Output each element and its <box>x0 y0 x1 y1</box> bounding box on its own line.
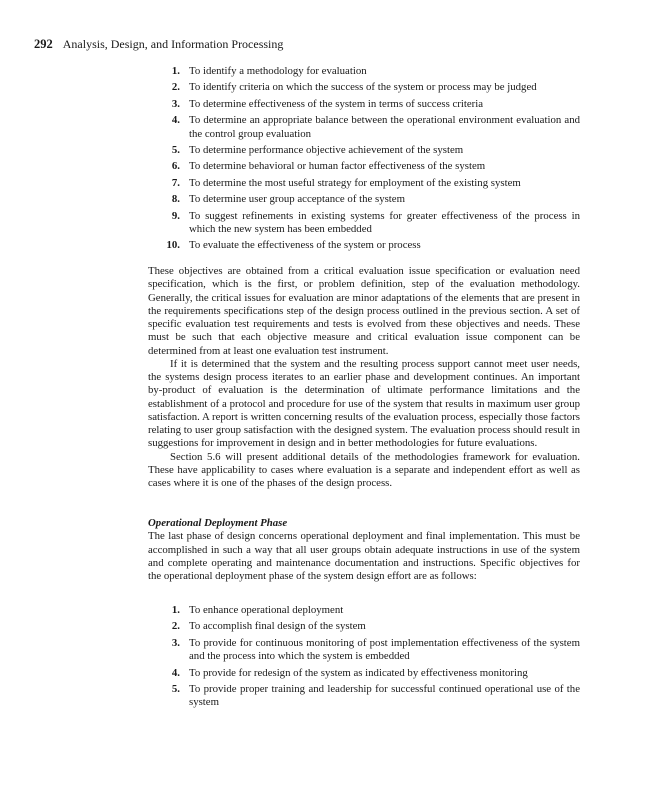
list-item-number: 2. <box>171 81 180 94</box>
paragraph: These objectives are obtained from a critical evaluation issue specification or evaluation need specification, which is the first, or problem definition, step of the evaluation methodology. Generally, the critical issues for evaluation are minor adaptations of the elements that are present in the requirements specifications step of the design process outlined in the previous section. A set of specific evaluation test requirements and tests is evolved from these objectives and needs. These must be such that each objective measure and critical evaluation issue component can be determined from at least one evaluation test instrument. <box>148 265 580 357</box>
paragraph: The last phase of design concerns operational deployment and final implementation. This must be accomplished in such a way that all user groups obtain adequate instructions in use of the system and complete operating and maintenance documentation and instructions. Specific objectives for the operational deployment phase of the system design effort are as follows: <box>148 530 580 582</box>
list-item <box>148 193 580 206</box>
list-item-text: To determine an appropriate balance between the operational environment evaluation and the control group evaluation <box>189 114 580 140</box>
list-item-text: To accomplish final design of the system <box>189 620 366 633</box>
list-item-number: 7. <box>171 176 180 189</box>
list-item <box>148 177 580 190</box>
paragraph: Section 5.6 will present additional details of the methodologies framework for evaluation. These have applicability to cases where evaluation is a separate and independent effort as well as cases where it is one of the phases of the design process. <box>148 450 580 489</box>
list-item-number: 10. <box>166 239 180 252</box>
evaluation-objectives-list <box>148 65 580 256</box>
list-item-text: To determine user group acceptance of the system <box>189 193 405 206</box>
list-item <box>148 683 580 710</box>
list-item-text: To determine behavioral or human factor effectiveness of the system <box>189 160 486 173</box>
list-item <box>148 604 580 617</box>
list-item <box>148 210 580 237</box>
list-item-number: 1. <box>171 65 180 77</box>
list-item <box>148 144 580 157</box>
list-item <box>148 160 580 173</box>
list-item-text: To enhance operational deployment <box>189 604 344 616</box>
list-item-number: 3. <box>171 97 180 110</box>
list-item-number: 3. <box>171 636 180 649</box>
list-item-text: To determine effectiveness of the system in terms of success criteria <box>189 97 484 110</box>
list-item-number: 6. <box>171 160 180 173</box>
list-item-text: To determine the most useful strategy for employment of the existing system <box>189 176 521 189</box>
list-item-text: To determine performance objective achievement of the system <box>189 144 464 157</box>
list-item-number: 8. <box>171 193 180 206</box>
list-item-number: 2. <box>171 620 180 633</box>
list-item <box>148 81 580 94</box>
list-item-number: 5. <box>171 144 180 157</box>
list-item-text: To evaluate the effectiveness of the system or process <box>189 239 421 252</box>
list-item-number: 1. <box>171 604 180 616</box>
list-item <box>148 667 580 680</box>
running-title: Analysis, Design, and Information Processing <box>62 37 284 51</box>
list-item-number: 9. <box>171 209 180 222</box>
list-item-text: To provide for continuous monitoring of post implementation effectiveness of the system and the process into which the system is embedded <box>189 636 580 663</box>
paragraph: If it is determined that the system and the resulting process support cannot meet user needs, the systems design process iterates to an earlier phase and development continues. An important by-product of evaluation is the determination of ultimate performance limitations and the establishment of a protocol and procedure for use of the system that results in maximum user group satisfaction. A report is written concerning results of the evaluation process, especially those factors relating to user group satisfaction with the designed system. The evaluation process should result in suggestions for improvement in design and in better methodologies for future evaluations. <box>148 357 580 450</box>
list-item <box>148 98 580 111</box>
list-item <box>148 637 580 664</box>
list-item <box>148 620 580 633</box>
list-item-text: To identify criteria on which the success of the system or process may be judged <box>189 81 537 94</box>
page-number: 292 <box>34 37 53 51</box>
list-item-text: To identify a methodology for evaluation <box>189 65 367 77</box>
section-heading: Operational Deployment Phase <box>148 517 288 529</box>
list-item-text: To provide proper training and leadership for successful continued operational use of the system <box>189 683 580 709</box>
body-text <box>148 265 580 490</box>
deployment-objectives-list <box>148 604 580 713</box>
list-item <box>148 65 580 78</box>
list-item <box>148 239 580 252</box>
list-item-number: 5. <box>171 683 180 696</box>
list-item-text: To suggest refinements in existing systems for greater effectiveness of the process in which the new system has been embedded <box>189 209 580 236</box>
list-item-number: 4. <box>171 666 180 679</box>
list-item-text: To provide for redesign of the system as indicated by effectiveness monitoring <box>189 666 528 679</box>
page-header <box>34 37 283 52</box>
list-item <box>148 114 580 141</box>
list-item-number: 4. <box>171 114 180 127</box>
operational-deployment-section <box>148 517 580 583</box>
